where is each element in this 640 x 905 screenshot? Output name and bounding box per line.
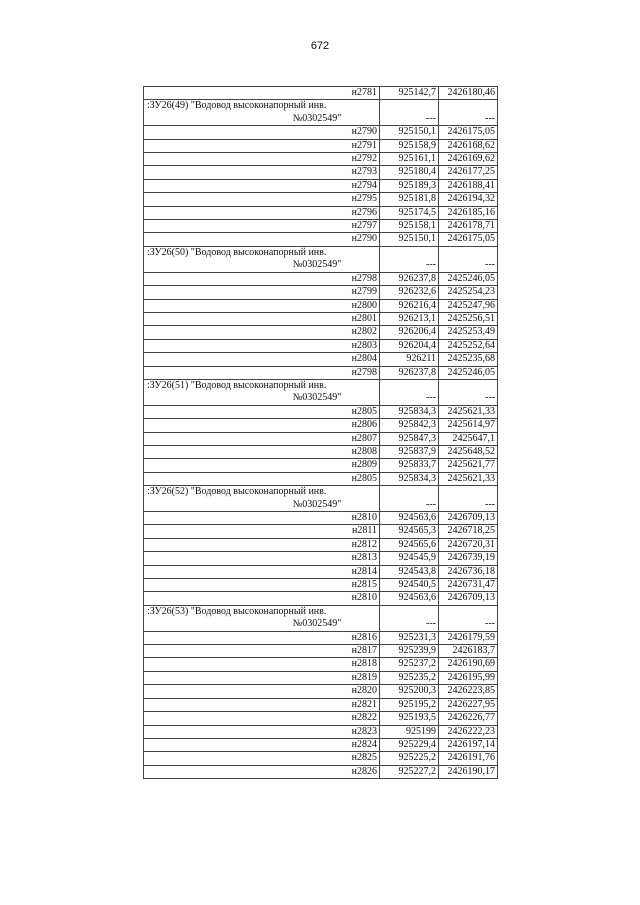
point-id-cell: н2823: [144, 725, 380, 738]
point-id-cell: н2797: [144, 220, 380, 233]
table-row: [144, 738, 498, 751]
point-id-cell: н2798: [144, 366, 380, 379]
y-coordinate-cell: 2425253,49: [439, 326, 498, 339]
y-coordinate-cell: 2426709,13: [439, 512, 498, 525]
x-coordinate-cell: 924565,3: [380, 525, 439, 538]
table-row: [144, 512, 498, 525]
point-id-cell: н2814: [144, 565, 380, 578]
y-coordinate-cell: 2425256,51: [439, 312, 498, 325]
x-coordinate-cell: 925193,5: [380, 712, 439, 725]
point-id-cell: н2794: [144, 179, 380, 192]
point-id-cell: н2792: [144, 153, 380, 166]
point-id-cell: н2795: [144, 193, 380, 206]
point-id-cell: н2793: [144, 166, 380, 179]
section-title-line2: №0302549": [292, 498, 342, 510]
table-row: [144, 126, 498, 139]
x-coordinate-cell: 925834,3: [380, 405, 439, 418]
x-coordinate-cell: 925235,2: [380, 671, 439, 684]
y-coordinate-cell: 2426180,46: [439, 87, 498, 100]
point-id-cell: н2781: [144, 87, 380, 100]
y-coordinate-cell: 2426736,18: [439, 565, 498, 578]
point-id-cell: н2806: [144, 419, 380, 432]
y-coordinate-cell: 2426190,17: [439, 765, 498, 778]
x-coordinate-cell: ---: [380, 100, 439, 126]
table-row: [144, 299, 498, 312]
x-coordinate-cell: 924543,8: [380, 565, 439, 578]
point-id-cell: н2810: [144, 512, 380, 525]
table-row: [144, 472, 498, 485]
y-coordinate-cell: 2425247,96: [439, 299, 498, 312]
table-row: [144, 752, 498, 765]
x-coordinate-cell: 926213,1: [380, 312, 439, 325]
table-row: [144, 579, 498, 592]
y-coordinate-cell: ---: [439, 100, 498, 126]
section-title: [144, 486, 380, 512]
page-number: 672: [310, 40, 330, 52]
point-id-cell: н2790: [144, 233, 380, 246]
x-coordinate-cell: 924565,6: [380, 538, 439, 551]
table-row: [144, 765, 498, 778]
y-coordinate-cell: 2426223,85: [439, 685, 498, 698]
coordinates-table: [143, 86, 498, 779]
y-coordinate-cell: 2425621,77: [439, 459, 498, 472]
table-row: [144, 445, 498, 458]
y-coordinate-cell: 2425246,05: [439, 272, 498, 285]
point-id-cell: н2824: [144, 738, 380, 751]
section-title-line1: :ЗУ26(51) "Водовод высоконапорный инв.: [147, 379, 327, 391]
x-coordinate-cell: 925834,3: [380, 472, 439, 485]
point-id-cell: н2802: [144, 326, 380, 339]
y-coordinate-cell: ---: [439, 379, 498, 405]
table-row: [144, 366, 498, 379]
x-coordinate-cell: 925227,2: [380, 765, 439, 778]
table-row: [144, 432, 498, 445]
table-row: [144, 286, 498, 299]
point-id-cell: н2803: [144, 339, 380, 352]
x-coordinate-cell: 926237,8: [380, 366, 439, 379]
x-coordinate-cell: ---: [380, 486, 439, 512]
table-row: [144, 658, 498, 671]
y-coordinate-cell: ---: [439, 605, 498, 631]
x-coordinate-cell: 926204,4: [380, 339, 439, 352]
x-coordinate-cell: 925181,8: [380, 193, 439, 206]
point-id-cell: н2801: [144, 312, 380, 325]
x-coordinate-cell: 925158,1: [380, 220, 439, 233]
x-coordinate-cell: 926211: [380, 353, 439, 366]
table-row: [144, 166, 498, 179]
y-coordinate-cell: 2426194,32: [439, 193, 498, 206]
table-row: [144, 565, 498, 578]
x-coordinate-cell: 925231,3: [380, 631, 439, 644]
section-header-row: [144, 100, 498, 126]
table-row: [144, 538, 498, 551]
x-coordinate-cell: 924563,6: [380, 592, 439, 605]
y-coordinate-cell: 2426179,59: [439, 631, 498, 644]
table-row: [144, 459, 498, 472]
x-coordinate-cell: 925847,3: [380, 432, 439, 445]
point-id-cell: н2813: [144, 552, 380, 565]
table-row: [144, 353, 498, 366]
point-id-cell: н2798: [144, 272, 380, 285]
y-coordinate-cell: 2425648,52: [439, 445, 498, 458]
section-title-line2: №0302549": [292, 112, 342, 124]
x-coordinate-cell: ---: [380, 246, 439, 272]
coordinates-table-body: [144, 87, 498, 779]
y-coordinate-cell: 2426168,62: [439, 139, 498, 152]
x-coordinate-cell: 924563,6: [380, 512, 439, 525]
section-title-line2: №0302549": [292, 392, 342, 404]
table-row: [144, 592, 498, 605]
y-coordinate-cell: 2426226,77: [439, 712, 498, 725]
y-coordinate-cell: 2426195,99: [439, 671, 498, 684]
x-coordinate-cell: 925229,4: [380, 738, 439, 751]
table-row: [144, 339, 498, 352]
table-row: [144, 206, 498, 219]
table-row: [144, 179, 498, 192]
y-coordinate-cell: 2426227,95: [439, 698, 498, 711]
section-title-line1: :ЗУ26(53) "Водовод высоконапорный инв.: [147, 605, 327, 617]
point-id-cell: н2820: [144, 685, 380, 698]
point-id-cell: н2811: [144, 525, 380, 538]
table-row: [144, 698, 498, 711]
x-coordinate-cell: 926232,6: [380, 286, 439, 299]
point-id-cell: н2799: [144, 286, 380, 299]
point-id-cell: н2815: [144, 579, 380, 592]
x-coordinate-cell: 925158,9: [380, 139, 439, 152]
point-id-cell: н2800: [144, 299, 380, 312]
section-title-line1: :ЗУ26(50) "Водовод высоконапорный инв.: [147, 246, 327, 258]
point-id-cell: н2805: [144, 405, 380, 418]
x-coordinate-cell: 925150,1: [380, 126, 439, 139]
y-coordinate-cell: 2426739,19: [439, 552, 498, 565]
x-coordinate-cell: 925174,5: [380, 206, 439, 219]
x-coordinate-cell: ---: [380, 379, 439, 405]
y-coordinate-cell: 2426175,05: [439, 233, 498, 246]
point-id-cell: н2791: [144, 139, 380, 152]
y-coordinate-cell: 2425254,23: [439, 286, 498, 299]
point-id-cell: н2818: [144, 658, 380, 671]
y-coordinate-cell: 2426731,47: [439, 579, 498, 592]
x-coordinate-cell: 925237,2: [380, 658, 439, 671]
table-row: [144, 525, 498, 538]
table-row: [144, 233, 498, 246]
point-id-cell: н2810: [144, 592, 380, 605]
y-coordinate-cell: 2426718,25: [439, 525, 498, 538]
x-coordinate-cell: 925225,2: [380, 752, 439, 765]
table-row: [144, 712, 498, 725]
x-coordinate-cell: 924545,9: [380, 552, 439, 565]
x-coordinate-cell: ---: [380, 605, 439, 631]
y-coordinate-cell: 2426177,25: [439, 166, 498, 179]
point-id-cell: н2825: [144, 752, 380, 765]
x-coordinate-cell: 925837,9: [380, 445, 439, 458]
y-coordinate-cell: 2426222,23: [439, 725, 498, 738]
point-id-cell: н2816: [144, 631, 380, 644]
point-id-cell: н2807: [144, 432, 380, 445]
y-coordinate-cell: 2426175,05: [439, 126, 498, 139]
y-coordinate-cell: 2425614,97: [439, 419, 498, 432]
table-row: [144, 139, 498, 152]
table-row: [144, 153, 498, 166]
y-coordinate-cell: 2426178,71: [439, 220, 498, 233]
section-header-row: [144, 246, 498, 272]
x-coordinate-cell: 925161,1: [380, 153, 439, 166]
section-title: [144, 246, 380, 272]
y-coordinate-cell: ---: [439, 246, 498, 272]
y-coordinate-cell: 2426169,62: [439, 153, 498, 166]
table-row: [144, 272, 498, 285]
y-coordinate-cell: 2426190,69: [439, 658, 498, 671]
x-coordinate-cell: 926237,8: [380, 272, 439, 285]
x-coordinate-cell: 926206,4: [380, 326, 439, 339]
y-coordinate-cell: 2426709,13: [439, 592, 498, 605]
y-coordinate-cell: 2425246,05: [439, 366, 498, 379]
section-title: [144, 100, 380, 126]
y-coordinate-cell: 2425252,64: [439, 339, 498, 352]
x-coordinate-cell: 925150,1: [380, 233, 439, 246]
table-row: [144, 220, 498, 233]
x-coordinate-cell: 925142,7: [380, 87, 439, 100]
x-coordinate-cell: 925239,9: [380, 645, 439, 658]
point-id-cell: н2812: [144, 538, 380, 551]
section-title-line2: №0302549": [292, 618, 342, 630]
y-coordinate-cell: 2426720,31: [439, 538, 498, 551]
x-coordinate-cell: 925195,2: [380, 698, 439, 711]
point-id-cell: н2826: [144, 765, 380, 778]
x-coordinate-cell: 925833,7: [380, 459, 439, 472]
point-id-cell: н2822: [144, 712, 380, 725]
table-row: [144, 312, 498, 325]
section-title-line1: :ЗУ26(49) "Водовод высоконапорный инв.: [147, 100, 327, 112]
x-coordinate-cell: 925842,3: [380, 419, 439, 432]
x-coordinate-cell: 925199: [380, 725, 439, 738]
table-row: [144, 685, 498, 698]
y-coordinate-cell: 2426183,7: [439, 645, 498, 658]
table-row: [144, 405, 498, 418]
point-id-cell: н2821: [144, 698, 380, 711]
point-id-cell: н2790: [144, 126, 380, 139]
x-coordinate-cell: 926216,4: [380, 299, 439, 312]
table-row: [144, 552, 498, 565]
section-title-line2: №0302549": [292, 259, 342, 271]
point-id-cell: н2819: [144, 671, 380, 684]
y-coordinate-cell: 2425621,33: [439, 405, 498, 418]
table-row: [144, 645, 498, 658]
y-coordinate-cell: 2426191,76: [439, 752, 498, 765]
y-coordinate-cell: 2426185,16: [439, 206, 498, 219]
point-id-cell: н2817: [144, 645, 380, 658]
y-coordinate-cell: 2426197,14: [439, 738, 498, 751]
table-row: [144, 725, 498, 738]
section-header-row: [144, 605, 498, 631]
y-coordinate-cell: 2425647,1: [439, 432, 498, 445]
y-coordinate-cell: ---: [439, 486, 498, 512]
point-id-cell: н2796: [144, 206, 380, 219]
x-coordinate-cell: 925189,3: [380, 179, 439, 192]
section-title-line1: :ЗУ26(52) "Водовод высоконапорный инв.: [147, 486, 327, 498]
point-id-cell: н2809: [144, 459, 380, 472]
y-coordinate-cell: 2425621,33: [439, 472, 498, 485]
y-coordinate-cell: 2426188,41: [439, 179, 498, 192]
section-title: [144, 379, 380, 405]
point-id-cell: н2805: [144, 472, 380, 485]
table-row: [144, 671, 498, 684]
table-row: [144, 631, 498, 644]
table-row: [144, 87, 498, 100]
y-coordinate-cell: 2425235,68: [439, 353, 498, 366]
point-id-cell: н2804: [144, 353, 380, 366]
section-title: [144, 605, 380, 631]
section-header-row: [144, 379, 498, 405]
point-id-cell: н2808: [144, 445, 380, 458]
x-coordinate-cell: 924540,5: [380, 579, 439, 592]
table-row: [144, 419, 498, 432]
table-row: [144, 193, 498, 206]
x-coordinate-cell: 925200,3: [380, 685, 439, 698]
x-coordinate-cell: 925180,4: [380, 166, 439, 179]
section-header-row: [144, 486, 498, 512]
table-row: [144, 326, 498, 339]
